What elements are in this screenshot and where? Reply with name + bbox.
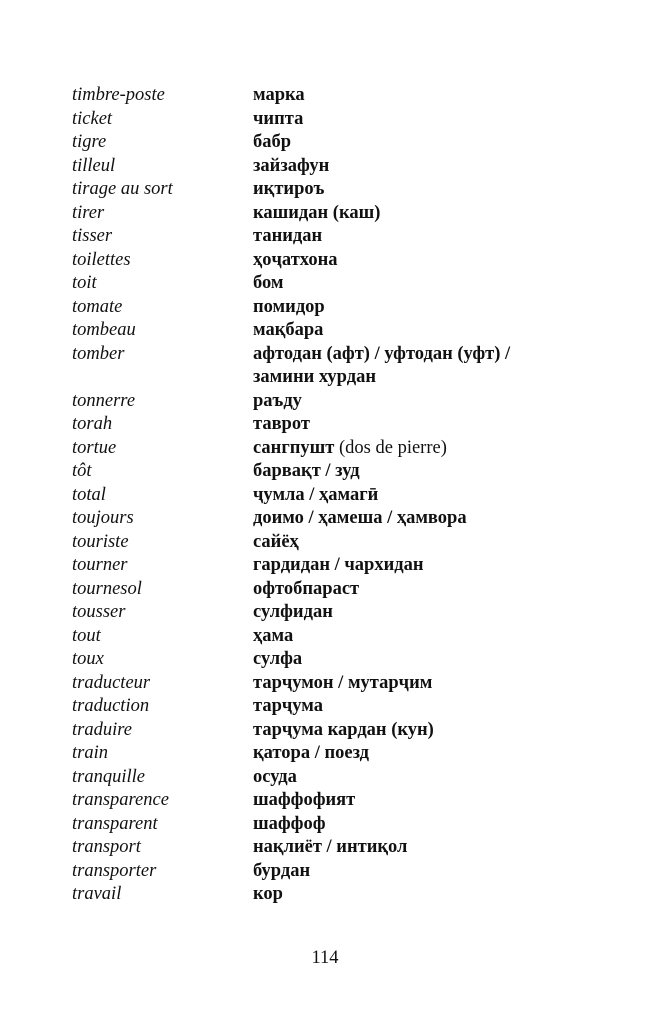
french-term: tirer <box>72 202 105 223</box>
dictionary-entry <box>72 648 592 672</box>
tajik-translation <box>253 343 553 390</box>
translation-text: гардидан / чархидан <box>253 555 424 575</box>
tajik-translation <box>253 695 553 719</box>
french-term: tombeau <box>72 320 136 340</box>
dictionary-entry <box>72 413 592 437</box>
tajik-translation <box>253 766 553 790</box>
tajik-translation <box>253 625 553 649</box>
french-term: tonnerre <box>72 390 136 411</box>
french-term: traduction <box>72 696 150 716</box>
dictionary-entry <box>72 437 592 461</box>
tajik-translation <box>253 578 553 602</box>
translation-text: ҳама <box>253 625 294 646</box>
translation-text: шаффоф <box>253 813 326 834</box>
dictionary-entry <box>72 155 592 179</box>
translation-text: кашидан (каш) <box>253 202 381 223</box>
dictionary-entry <box>72 836 592 860</box>
tajik-translation <box>253 719 553 743</box>
translation-text: шаффофият <box>253 790 356 810</box>
french-term: traduire <box>72 719 132 740</box>
translation-text: нақлиёт / интиқол <box>253 837 408 857</box>
french-term: toilettes <box>72 249 131 270</box>
translation-note: (dos de pierre) <box>334 437 447 458</box>
translation-text: сайёҳ <box>253 531 299 552</box>
french-term: transparence <box>72 790 169 810</box>
dictionary-entry <box>72 225 592 249</box>
french-term: tranquille <box>72 766 145 787</box>
translation-text: танидан <box>253 226 323 246</box>
french-term: tourner <box>72 555 128 575</box>
translation-text: марка <box>253 85 305 105</box>
translation-text: раъду <box>253 390 302 411</box>
tajik-translation <box>253 202 553 226</box>
tajik-translation <box>253 272 553 296</box>
dictionary-entry <box>72 108 592 132</box>
tajik-translation <box>253 390 553 414</box>
translation-text: помидор <box>253 296 325 317</box>
dictionary-entry <box>72 601 592 625</box>
dictionary-entry <box>72 719 592 743</box>
translation-text: барвақт / зуд <box>253 461 360 481</box>
tajik-translation <box>253 531 553 555</box>
tajik-translation <box>253 813 553 837</box>
translation-text: офтобпараст <box>253 578 360 599</box>
french-term: tigre <box>72 132 107 152</box>
french-term: transparent <box>72 813 158 834</box>
dictionary-entry <box>72 672 592 696</box>
french-term: toux <box>72 649 104 669</box>
dictionary-entry <box>72 789 592 813</box>
french-term: tortue <box>72 437 117 458</box>
french-term: torah <box>72 414 113 434</box>
tajik-translation <box>253 225 553 249</box>
dictionary-entry <box>72 625 592 649</box>
translation-text: сангпушт <box>253 437 335 458</box>
french-term: tôt <box>72 461 92 481</box>
french-term: tilleul <box>72 155 116 176</box>
french-term: train <box>72 743 108 763</box>
translation-text: афтодан (афт) / уфтодан (уфт) / замини хурдан <box>253 343 515 387</box>
french-term: tousser <box>72 602 126 622</box>
dictionary-entry <box>72 578 592 602</box>
tajik-translation <box>253 789 553 813</box>
dictionary-entry <box>72 343 592 390</box>
tajik-translation <box>253 742 553 766</box>
tajik-translation <box>253 601 553 625</box>
translation-text: иқтироъ <box>253 179 325 199</box>
dictionary-entry <box>72 84 592 108</box>
translation-text: тарҷума <box>253 696 324 716</box>
translation-text: таврот <box>253 414 310 434</box>
translation-text: тарҷумон / мутарҷим <box>253 672 433 693</box>
dictionary-entry <box>72 319 592 343</box>
french-term: tirage au sort <box>72 179 173 199</box>
tajik-translation <box>253 84 553 108</box>
dictionary-entry <box>72 296 592 320</box>
translation-text: бурдан <box>253 860 311 881</box>
tajik-translation <box>253 860 553 884</box>
french-term: touriste <box>72 531 129 552</box>
french-term: tomber <box>72 343 125 364</box>
french-term: transporter <box>72 860 157 881</box>
dictionary-entry <box>72 554 592 578</box>
translation-text: тарҷума кардан (кун) <box>253 719 434 740</box>
dictionary-entry <box>72 531 592 555</box>
french-term: timbre-poste <box>72 85 165 105</box>
dictionary-entry <box>72 695 592 719</box>
dictionary-entry <box>72 484 592 508</box>
french-term: total <box>72 484 106 505</box>
tajik-translation <box>253 249 553 273</box>
tajik-translation <box>253 413 553 437</box>
french-term: toit <box>72 273 97 293</box>
entry-list <box>72 84 592 907</box>
tajik-translation <box>253 883 553 907</box>
dictionary-entry <box>72 249 592 273</box>
dictionary-entry <box>72 202 592 226</box>
tajik-translation <box>253 155 553 179</box>
translation-text: осуда <box>253 766 297 787</box>
translation-text: қатора / поезд <box>253 743 370 763</box>
french-term: tomate <box>72 296 123 317</box>
translation-text: кор <box>253 884 283 904</box>
tajik-translation <box>253 108 553 132</box>
dictionary-entry <box>72 742 592 766</box>
french-term: ticket <box>72 108 113 129</box>
dictionary-entry <box>72 883 592 907</box>
translation-text: зайзафун <box>253 155 330 176</box>
dictionary-entry <box>72 766 592 790</box>
tajik-translation <box>253 131 553 155</box>
page-number: 114 <box>311 948 339 968</box>
tajik-translation <box>253 836 553 860</box>
french-term: toujours <box>72 508 134 528</box>
french-term: travail <box>72 884 122 904</box>
translation-text: сулфа <box>253 649 303 669</box>
translation-text: сулфидан <box>253 602 333 622</box>
dictionary-entry <box>72 507 592 531</box>
tajik-translation <box>253 319 553 343</box>
tajik-translation <box>253 484 553 508</box>
dictionary-entry <box>72 390 592 414</box>
tajik-translation <box>253 554 553 578</box>
translation-text: ҷумла / ҳамагӣ <box>253 484 379 505</box>
tajik-translation <box>253 178 553 202</box>
dictionary-entry <box>72 131 592 155</box>
tajik-translation <box>253 648 553 672</box>
translation-text: бабр <box>253 132 292 152</box>
tajik-translation <box>253 507 553 531</box>
dictionary-entry <box>72 860 592 884</box>
tajik-translation <box>253 437 553 461</box>
dictionary-entry <box>72 272 592 296</box>
french-term: transport <box>72 837 141 857</box>
translation-text: доимо / ҳамеша / ҳамвора <box>253 508 467 528</box>
dictionary-entry <box>72 460 592 484</box>
dictionary-entry <box>72 813 592 837</box>
dictionary-entry <box>72 178 592 202</box>
french-term: traducteur <box>72 672 151 693</box>
french-term: tisser <box>72 226 113 246</box>
tajik-translation <box>253 460 553 484</box>
translation-text: чипта <box>253 108 304 129</box>
translation-text: ҳоҷатхона <box>253 249 338 270</box>
french-term: tournesol <box>72 578 142 599</box>
tajik-translation <box>253 672 553 696</box>
tajik-translation <box>253 296 553 320</box>
french-term: tout <box>72 625 101 646</box>
translation-text: бом <box>253 273 284 293</box>
translation-text: мақбара <box>253 320 324 340</box>
